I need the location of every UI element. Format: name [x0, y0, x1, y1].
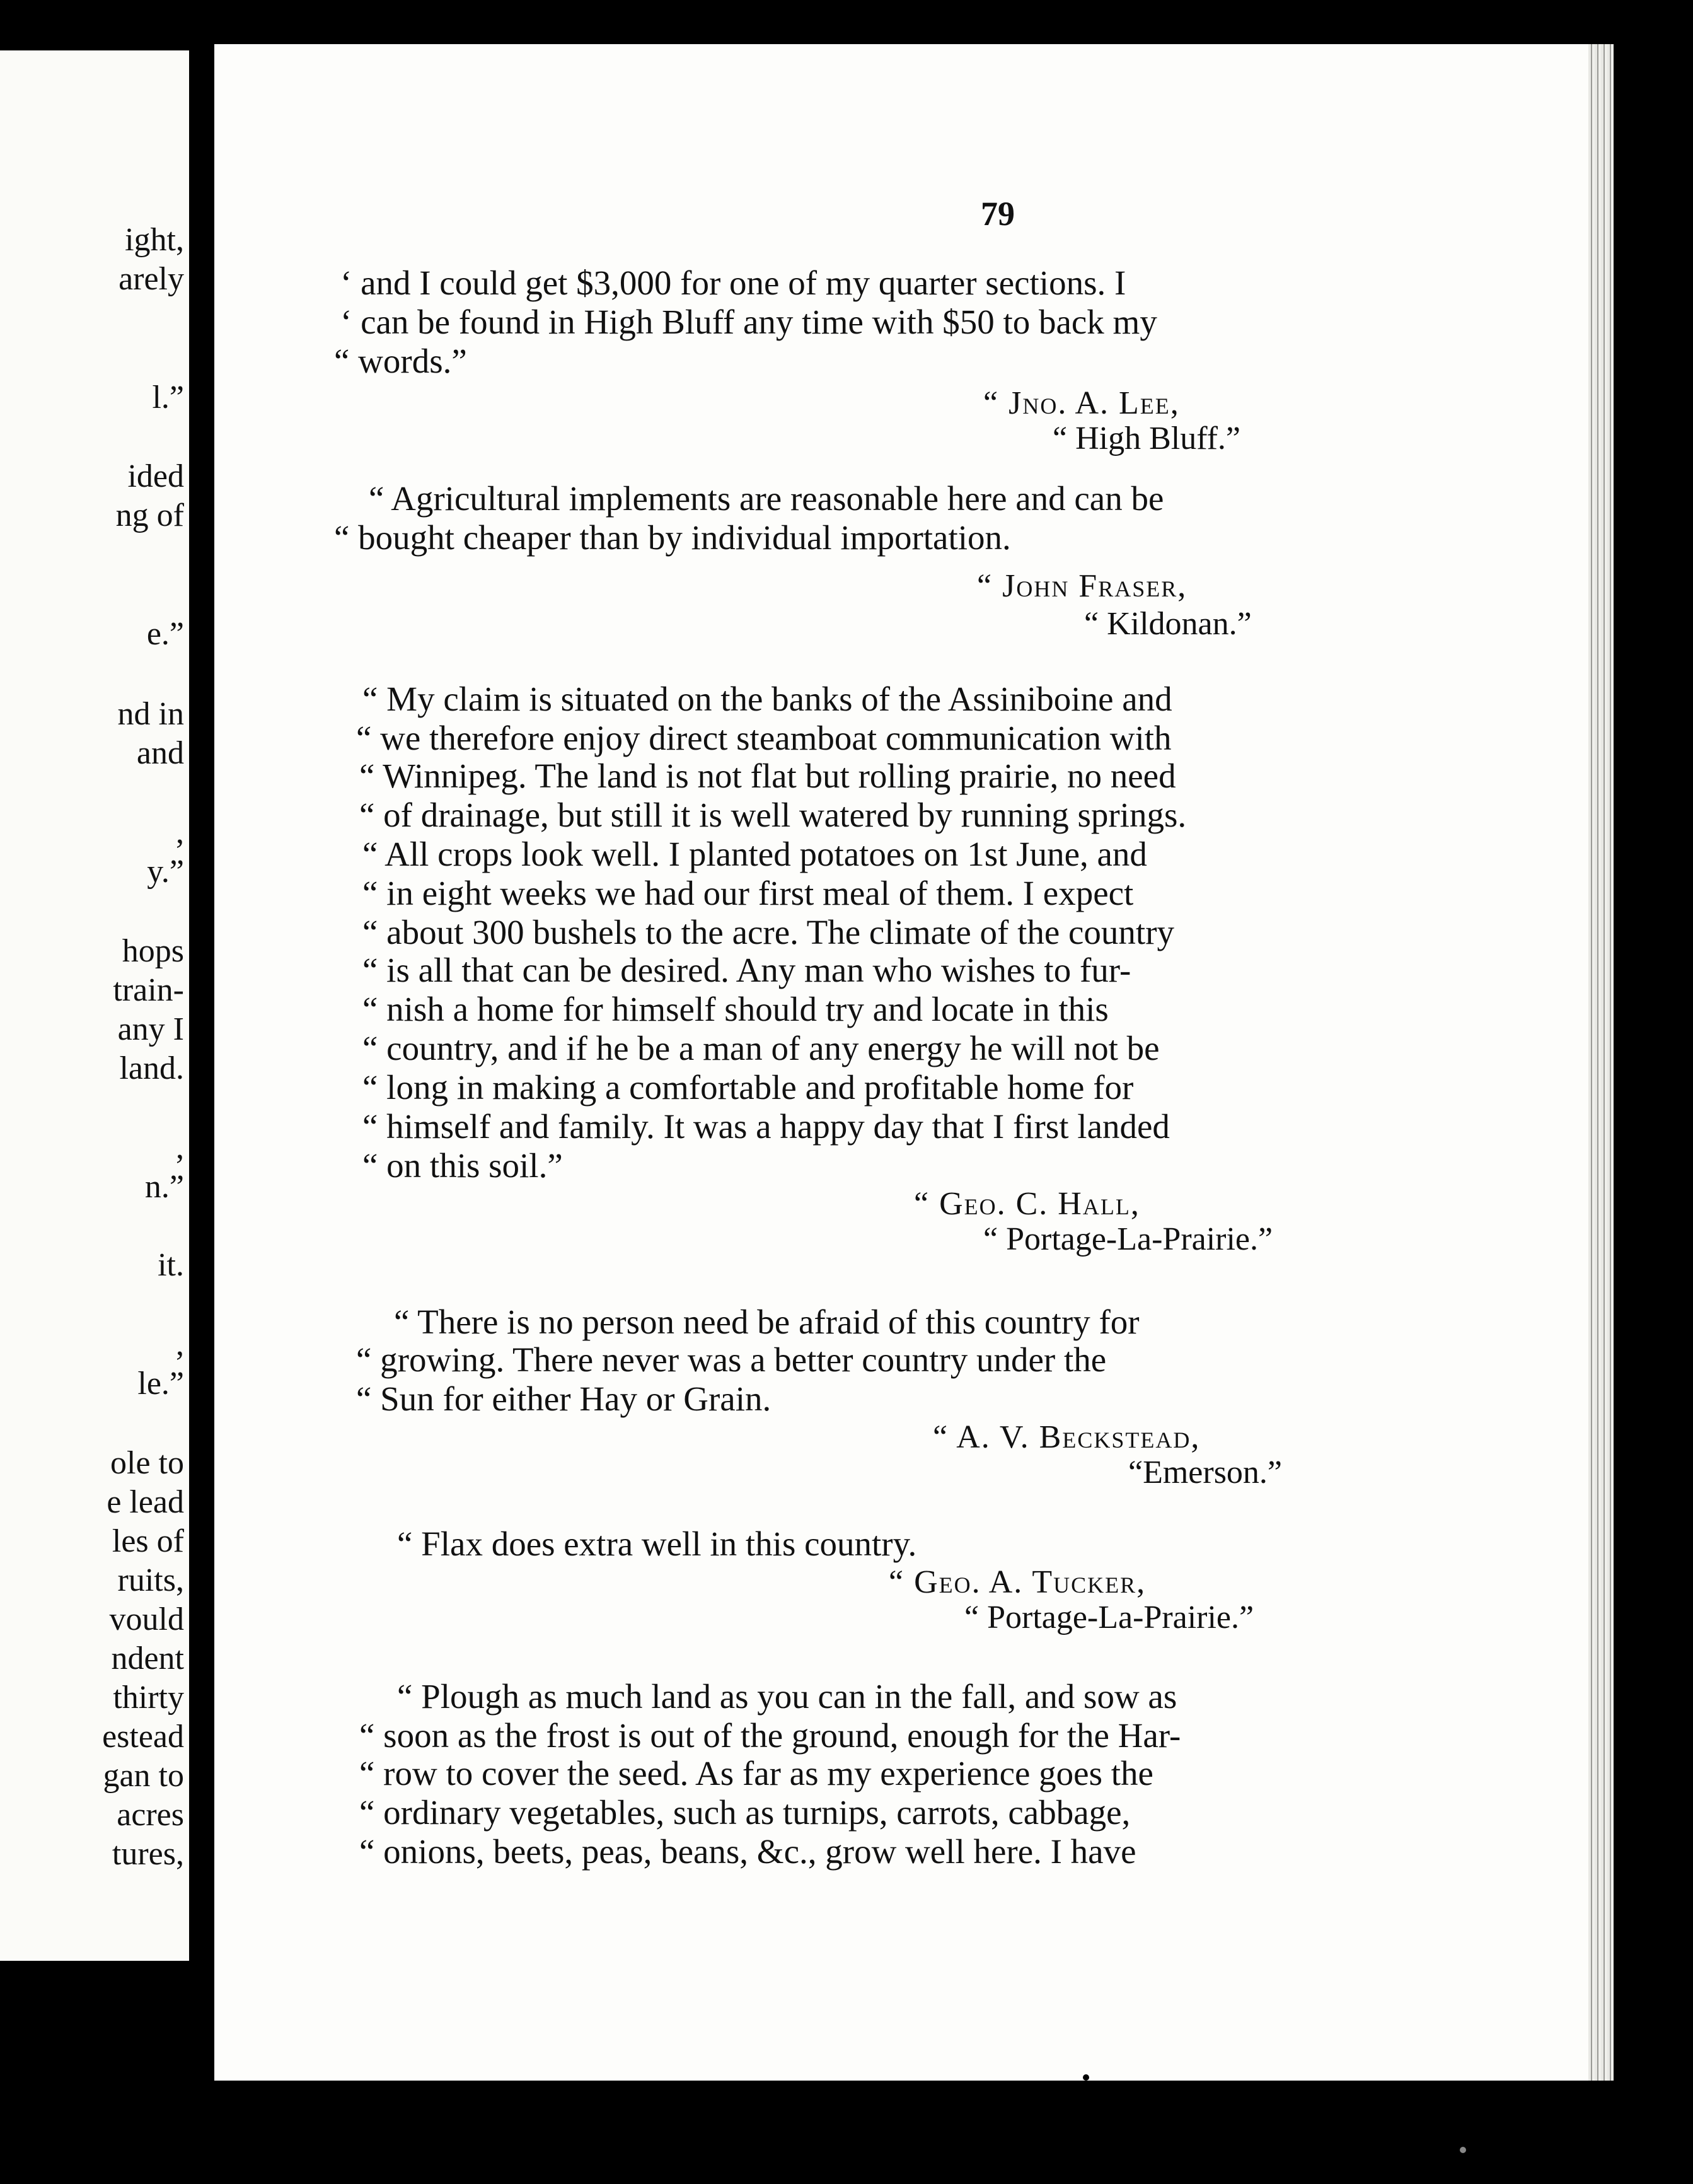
text-line: ‘ and I could get $3,000 for one of my quarter sections. I [340, 264, 1126, 302]
facing-page-fragment: arely [118, 261, 184, 297]
text-line: “ of drainage, but still it is well watered by running springs. [359, 796, 1187, 834]
facing-page-fragment: y.” [147, 854, 184, 890]
facing-page-fragment: ight, [125, 222, 184, 258]
signature-place: “ High Bluff.” [1053, 421, 1240, 456]
signature-name-text: “ Geo. C. Hall, [914, 1186, 1140, 1222]
facing-page-fragment: ndent [111, 1641, 184, 1676]
text-line: “ growing. There never was a better country under the [356, 1340, 1107, 1379]
signature-name-text: “ A. V. Beckstead, [933, 1419, 1201, 1455]
facing-page-fragment: , [176, 1327, 184, 1362]
text-line: “ nish a home for himself should try and locate in this [362, 990, 1109, 1028]
facing-page-fragment: any I [117, 1011, 184, 1047]
text-line: “ bought cheaper than by individual importation. [334, 518, 1011, 557]
text-line: “ on this soil.” [362, 1146, 563, 1185]
signature-name [983, 385, 1180, 422]
facing-page-fragment: e.” [146, 616, 184, 652]
text-line: “ about 300 bushels to the acre. The climate of the country [362, 913, 1175, 951]
facing-page-fragment: train- [113, 972, 184, 1008]
text-line: “ soon as the frost is out of the ground, enough for the Har- [359, 1716, 1181, 1755]
page-number: 79 [981, 195, 1015, 233]
facing-page-fragment: hops [122, 933, 184, 969]
facing-page-fragment: gan to [103, 1758, 184, 1794]
facing-page-fragment: estead [102, 1719, 184, 1755]
text-line: “ onions, beets, peas, beans, &c., grow well here. I have [359, 1832, 1136, 1871]
facing-page-fragment: ided [127, 458, 184, 494]
text-line: “ Agricultural implements are reasonable here and can be [369, 479, 1164, 518]
signature-name-text: “ Jno. A. Lee, [983, 385, 1180, 421]
text-line: ‘ can be found in High Bluff any time with $50 to back my [340, 303, 1157, 341]
text-line: “ long in making a comfortable and profitable home for [362, 1068, 1134, 1107]
facing-page-fragment: land. [119, 1050, 184, 1086]
signature-place: “Emerson.” [1128, 1455, 1283, 1490]
facing-page-fragment: e lead [107, 1484, 184, 1520]
book-spine [189, 0, 214, 2184]
text-line: “ My claim is situated on the banks of the Assiniboine and [362, 680, 1172, 718]
facing-page-fragment: ruits, [117, 1562, 184, 1598]
signature-place: “ Portage-La-Prairie.” [964, 1600, 1254, 1635]
text-line: “ There is no person need be afraid of this country for [394, 1303, 1140, 1341]
text-line: “ Plough as much land as you can in the fall, and sow as [397, 1677, 1177, 1716]
facing-page-fragment: and [136, 735, 184, 771]
signature-name [933, 1419, 1200, 1456]
facing-page-fragment: n.” [144, 1169, 184, 1205]
text-line: “ row to cover the seed. As far as my experience goes the [359, 1754, 1153, 1792]
scan-speck [1460, 2147, 1466, 2153]
facing-page-fragment: it. [158, 1247, 184, 1283]
facing-page-fragment: , [176, 815, 184, 851]
text-line: “ himself and family. It was a happy day that I first landed [362, 1107, 1170, 1146]
signature-name [914, 1185, 1140, 1223]
text-line: “ Flax does extra well in this country. [397, 1525, 917, 1563]
text-line: “ All crops look well. I planted potatoes on 1st June, and [362, 835, 1147, 873]
signature-name-text: “ Geo. A. Tucker, [889, 1564, 1147, 1600]
signature-name-text: “ John Fraser, [977, 568, 1187, 604]
facing-page-fragment: les of [112, 1523, 184, 1559]
facing-page-fragment: l.” [152, 380, 184, 415]
signature-name [889, 1564, 1146, 1601]
facing-page-fragment: acres [117, 1797, 184, 1833]
scan-speck [1530, 2081, 1538, 2089]
text-line: “ is all that can be desired. Any man who wishes to fur- [362, 951, 1131, 989]
signature-place: “ Kildonan.” [1084, 606, 1252, 642]
text-line: “ ordinary vegetables, such as turnips, carrots, cabbage, [359, 1793, 1131, 1832]
facing-page-fragment: vould [109, 1601, 184, 1637]
text-line: “ Winnipeg. The land is not flat but rolling prairie, no need [359, 757, 1176, 795]
page-edge [1588, 44, 1614, 2081]
signature-name [977, 567, 1187, 605]
facing-page-fragment: thirty [113, 1680, 184, 1716]
page-79 [214, 44, 1588, 2081]
text-line: “ country, and if he be a man of any energy he will not be [362, 1029, 1160, 1067]
scan-speck [1083, 2074, 1089, 2081]
facing-page-fragment: ole to [110, 1445, 184, 1481]
text-line: “ we therefore enjoy direct steamboat communication with [356, 719, 1172, 757]
facing-page-fragment: nd in [117, 696, 184, 732]
facing-page-fragment: ng of [115, 497, 184, 533]
facing-page-fragment: , [176, 1130, 184, 1166]
facing-page-fragment: le.” [137, 1366, 184, 1402]
text-line: “ in eight weeks we had our first meal of them. I expect [362, 874, 1134, 912]
facing-page [0, 50, 189, 1961]
text-line: “ words.” [334, 342, 467, 380]
text-line: “ Sun for either Hay or Grain. [356, 1380, 771, 1418]
facing-page-fragment: tures, [112, 1836, 184, 1872]
signature-place: “ Portage-La-Prairie.” [983, 1221, 1273, 1257]
